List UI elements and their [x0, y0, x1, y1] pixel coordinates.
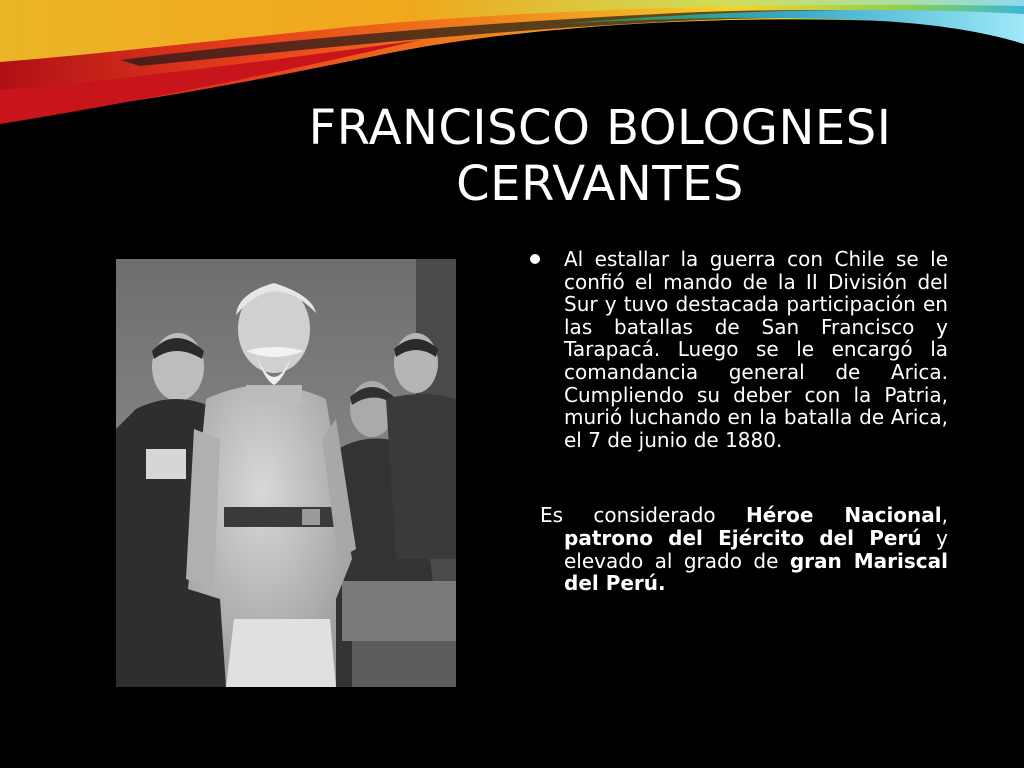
page-title — [240, 100, 960, 212]
paragraph-1-text: Al estallar la guerra con Chile se le confió el mando de la II División del Sur y tuvo destacada participación en las batallas de San Francisco y Tarapacá. Luego se le encargó la comandancia general de Arica. Cumpliendo su deber con la Patria, murió luchando en la batalla de Arica, el 7 de junio de 1880. — [564, 247, 948, 452]
mariscal-bold: gran Mariscal del Perú. — [564, 548, 948, 596]
bullet-paragraph — [528, 248, 948, 451]
portrait-photo — [116, 259, 456, 687]
heroe-nacional-bold: Héroe Nacional — [745, 503, 942, 528]
bullet-icon — [530, 254, 540, 264]
slide-body — [528, 248, 948, 595]
paragraph-2-text-3: y elevado al grado de — [564, 525, 949, 573]
paragraph-2-text-1: Es considerado — [540, 503, 746, 528]
hero-paragraph — [528, 504, 948, 594]
title-line-1: FRANCISCO BOLOGNESI — [308, 100, 892, 156]
paragraph-2-text-2: , — [941, 503, 948, 528]
title-line-2: CERVANTES — [456, 156, 744, 212]
patrono-bold: patrono del Ejército del Perú — [564, 525, 922, 550]
